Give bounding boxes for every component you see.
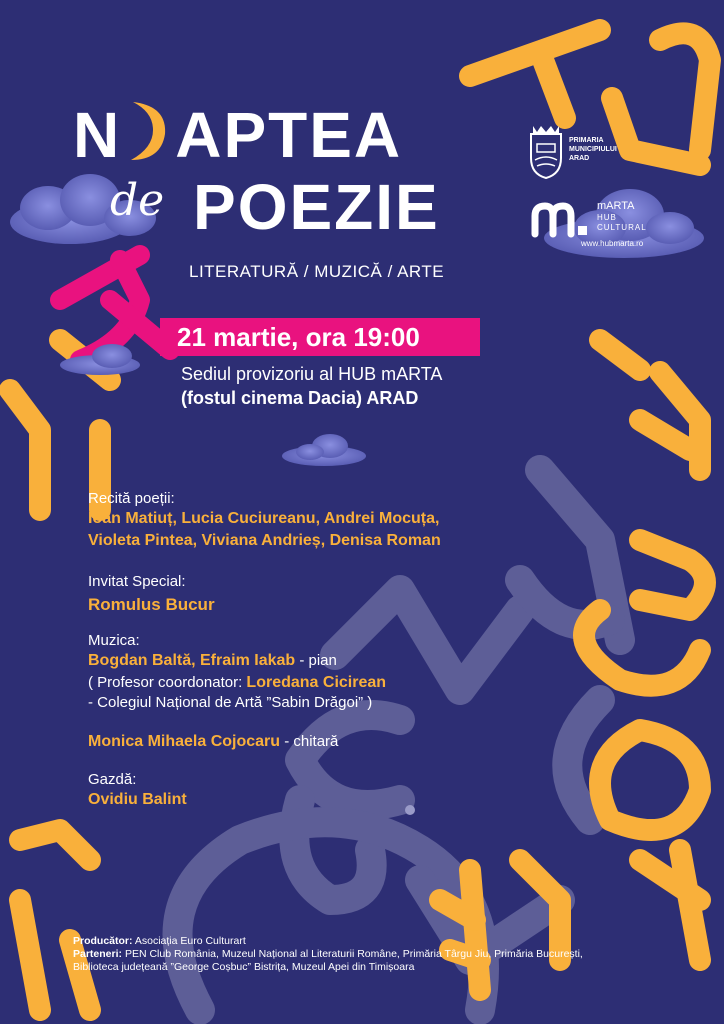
music-label: Muzica: [88,632,140,649]
credits [73,935,713,974]
guitar-performer [88,731,338,753]
title-word-aptea: APTEA [175,99,403,171]
event-date: 21 martie, ora 19:00 [177,322,420,352]
guest-name: Romulus Bucur [88,595,215,614]
city-hall-name: PRIMARIA MUNICIPIULUI ARAD [569,137,617,162]
title-letter-n: N [73,99,122,171]
marta-mark-icon [531,200,595,240]
poets-list-line1: Ioan Matiuț, Lucia Cuciureanu, Andrei Mocuța, [88,510,440,527]
poets-label: Recită poeții: [88,490,175,507]
pianists: Bogdan Baltă, Efraim Iakab [88,652,296,669]
marta-title: mARTA [597,200,635,212]
venue-line1: Sediul provizoriu al HUB mARTA [181,364,443,384]
host-name: Ovidiu Balint [88,791,187,808]
moon-icon [125,102,169,164]
marta-cultural-label: CULTURAL [597,223,647,232]
marta-website: www.hubmarta.ro [581,239,644,248]
cloud-center [282,434,366,466]
marta-hub-label: HUB [597,213,617,222]
coordinator-school: - Colegiul Național de Artă ”Sabin Drăgoi” ) [88,694,373,711]
subtitle: LITERATURĂ / MUZICĂ / ARTE [189,262,445,281]
coordinator-name: Loredana Cicirean [246,674,387,691]
partners-line2: Biblioteca județeană ”George Coșbuc” Bistrița, Muzeul Apei din Timișoara [73,961,415,973]
music-performers [88,650,337,672]
city-hall-logo [527,122,645,182]
coordinator-prefix: ( Profesor coordonator: [88,674,247,691]
partners-line: Parteneri: PEN Club România, Muzeul Național al Literaturii Române, Primăria Târgu Jiu, Primăria București, [73,948,583,960]
venue-line2: (fostul cinema Dacia) ARAD [181,388,419,408]
title-word-de: de [110,175,165,226]
sparkle [405,805,415,815]
coordinator-line [88,672,386,694]
piano-instrument: - pian [295,652,337,669]
marta-hub-logo [531,200,651,252]
guest-label: Invitat Special: [88,573,186,590]
title-word-poezie: POEZIE [193,171,440,243]
title-line1 [73,99,403,171]
coat-of-arms-icon [527,122,565,180]
host-label: Gazdă: [88,771,137,788]
poets-list-line2: Violeta Pintea, Viviana Andrieș, Denisa Roman [88,532,441,549]
guitar-instrument: - chitară [280,733,339,750]
producer-line: Producător: Asociația Euro Culturart [73,935,246,947]
guitarist: Monica Mihaela Cojocaru [88,733,281,750]
